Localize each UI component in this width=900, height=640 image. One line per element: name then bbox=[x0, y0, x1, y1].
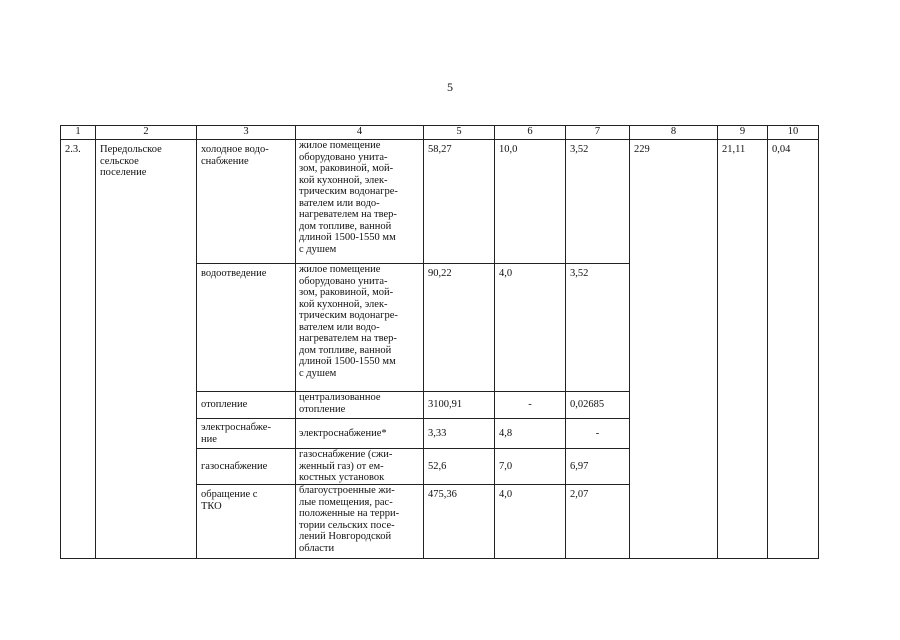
value-col5: 58,27 bbox=[424, 140, 495, 264]
value-col5: 90,22 bbox=[424, 264, 495, 392]
page-number: 5 bbox=[447, 80, 453, 94]
column-header-5: 5 bbox=[424, 126, 495, 140]
service-description: благоустроенные жи- лые помещения, рас- положенные на терри- тории сельских посе- лений Новгородской области bbox=[296, 485, 424, 559]
value-col7: 3,52 bbox=[566, 264, 630, 392]
value-col6: - bbox=[495, 392, 566, 419]
value-col5: 3,33 bbox=[424, 419, 495, 449]
value-col6: 4,0 bbox=[495, 264, 566, 392]
column-header-4: 4 bbox=[296, 126, 424, 140]
value-col8: 229 bbox=[630, 140, 718, 559]
column-header-8: 8 bbox=[630, 126, 718, 140]
service-description: жилое помещение оборудовано унита- зом, раковиной, мой- кой кухонной, элек- трическим водонагре- вателем или водо- нагревателем на твер- дом топливе, ванной длиной 1500-1550 мм с душем bbox=[296, 140, 424, 264]
value-col7: 6,97 bbox=[566, 449, 630, 485]
service-name: водоотведение bbox=[197, 264, 296, 392]
value-col5: 52,6 bbox=[424, 449, 495, 485]
value-col5: 475,36 bbox=[424, 485, 495, 559]
tariff-table bbox=[60, 125, 819, 559]
value-col9: 21,11 bbox=[718, 140, 768, 559]
header-row bbox=[61, 126, 819, 140]
service-name: отопление bbox=[197, 392, 296, 419]
value-col10: 0,04 bbox=[768, 140, 819, 559]
service-name: обращение с ТКО bbox=[197, 485, 296, 559]
row-number: 2.3. bbox=[61, 140, 96, 559]
service-name: электроснабже- ние bbox=[197, 419, 296, 449]
value-col6: 4,8 bbox=[495, 419, 566, 449]
value-col6: 10,0 bbox=[495, 140, 566, 264]
column-header-9: 9 bbox=[718, 126, 768, 140]
column-header-3: 3 bbox=[197, 126, 296, 140]
value-col5: 3100,91 bbox=[424, 392, 495, 419]
service-name: холодное водо- снабжение bbox=[197, 140, 296, 264]
service-description: централизованное отопление bbox=[296, 392, 424, 419]
service-description: жилое помещение оборудовано унита- зом, раковиной, мой- кой кухонной, элек- трическим водонагре- вателем или водо- нагревателем на твер- дом топливе, ванной длиной 1500-1550 мм с душем bbox=[296, 264, 424, 392]
column-header-2: 2 bbox=[96, 126, 197, 140]
value-col7: 0,02685 bbox=[566, 392, 630, 419]
value-col7: - bbox=[566, 419, 630, 449]
column-header-10: 10 bbox=[768, 126, 819, 140]
service-description: газоснабжение (сжи- женный газ) от ем- костных установок bbox=[296, 449, 424, 485]
value-col6: 7,0 bbox=[495, 449, 566, 485]
table-row bbox=[61, 140, 819, 264]
settlement-name: Передольское сельское поселение bbox=[96, 140, 197, 559]
value-col7: 2,07 bbox=[566, 485, 630, 559]
service-description: электроснабжение* bbox=[296, 419, 424, 449]
value-col7: 3,52 bbox=[566, 140, 630, 264]
service-name: газоснабжение bbox=[197, 449, 296, 485]
column-header-7: 7 bbox=[566, 126, 630, 140]
column-header-1: 1 bbox=[61, 126, 96, 140]
column-header-6: 6 bbox=[495, 126, 566, 140]
value-col6: 4,0 bbox=[495, 485, 566, 559]
